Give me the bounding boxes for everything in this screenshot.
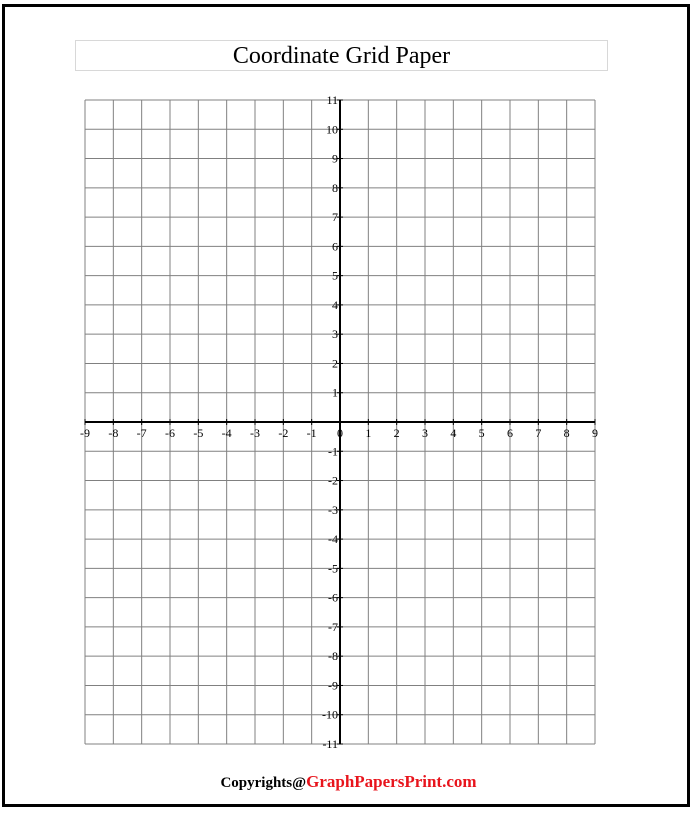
x-tick-label: 1: [365, 426, 372, 440]
x-tick-label: -8: [108, 426, 119, 440]
y-tick-label: 4: [332, 297, 338, 312]
x-tick-label: 5: [478, 426, 485, 440]
y-tick-label: 11: [326, 93, 338, 107]
x-tick-label: -9: [80, 426, 90, 440]
y-tick-label: -2: [328, 473, 338, 488]
x-tick-label: 6: [507, 426, 513, 440]
y-tick-label: 8: [332, 180, 338, 195]
y-tick-label: 10: [326, 122, 338, 137]
x-tick-label: 7: [535, 426, 542, 440]
axes: [85, 100, 595, 744]
y-tick-label: 9: [332, 151, 338, 166]
x-tick-label: -3: [250, 426, 260, 440]
y-tick-label: 1: [332, 385, 338, 400]
footer: [0, 772, 697, 792]
y-tick-label: -5: [328, 561, 338, 576]
x-tick-label: -6: [165, 426, 175, 440]
page-title: Coordinate Grid Paper: [75, 40, 608, 71]
y-tick-label: -1: [328, 444, 338, 459]
y-tick-label: -11: [322, 737, 338, 751]
x-tick-label: 4: [450, 426, 457, 440]
y-tick-label: -10: [322, 707, 338, 722]
x-tick-label: -7: [136, 426, 147, 440]
y-tick-label: -8: [328, 649, 338, 664]
x-tick-label: 8: [563, 426, 570, 440]
x-axis-labels: [80, 426, 598, 440]
x-tick-label: 0: [337, 426, 343, 440]
y-tick-label: -9: [328, 678, 338, 693]
site-link[interactable]: GraphPapersPrint.com: [306, 772, 477, 791]
x-tick-label: -2: [278, 426, 289, 440]
x-tick-label: -5: [193, 426, 204, 440]
y-tick-label: 6: [332, 239, 338, 254]
x-tick-label: 3: [422, 426, 428, 440]
copyright-label: Copyrights@: [220, 775, 307, 791]
x-tick-label: -1: [306, 426, 317, 440]
y-tick-label: 7: [332, 210, 338, 225]
y-tick-label: -4: [328, 532, 338, 547]
x-tick-label: 9: [592, 426, 598, 440]
y-tick-label: -7: [328, 619, 338, 634]
y-tick-label: -3: [328, 502, 338, 517]
y-tick-label: 2: [332, 356, 338, 371]
y-tick-label: 5: [332, 268, 338, 283]
y-tick-label: 3: [332, 327, 338, 342]
y-tick-label: -6: [328, 590, 338, 605]
x-tick-label: -4: [221, 426, 232, 440]
x-tick-label: 2: [393, 426, 400, 440]
